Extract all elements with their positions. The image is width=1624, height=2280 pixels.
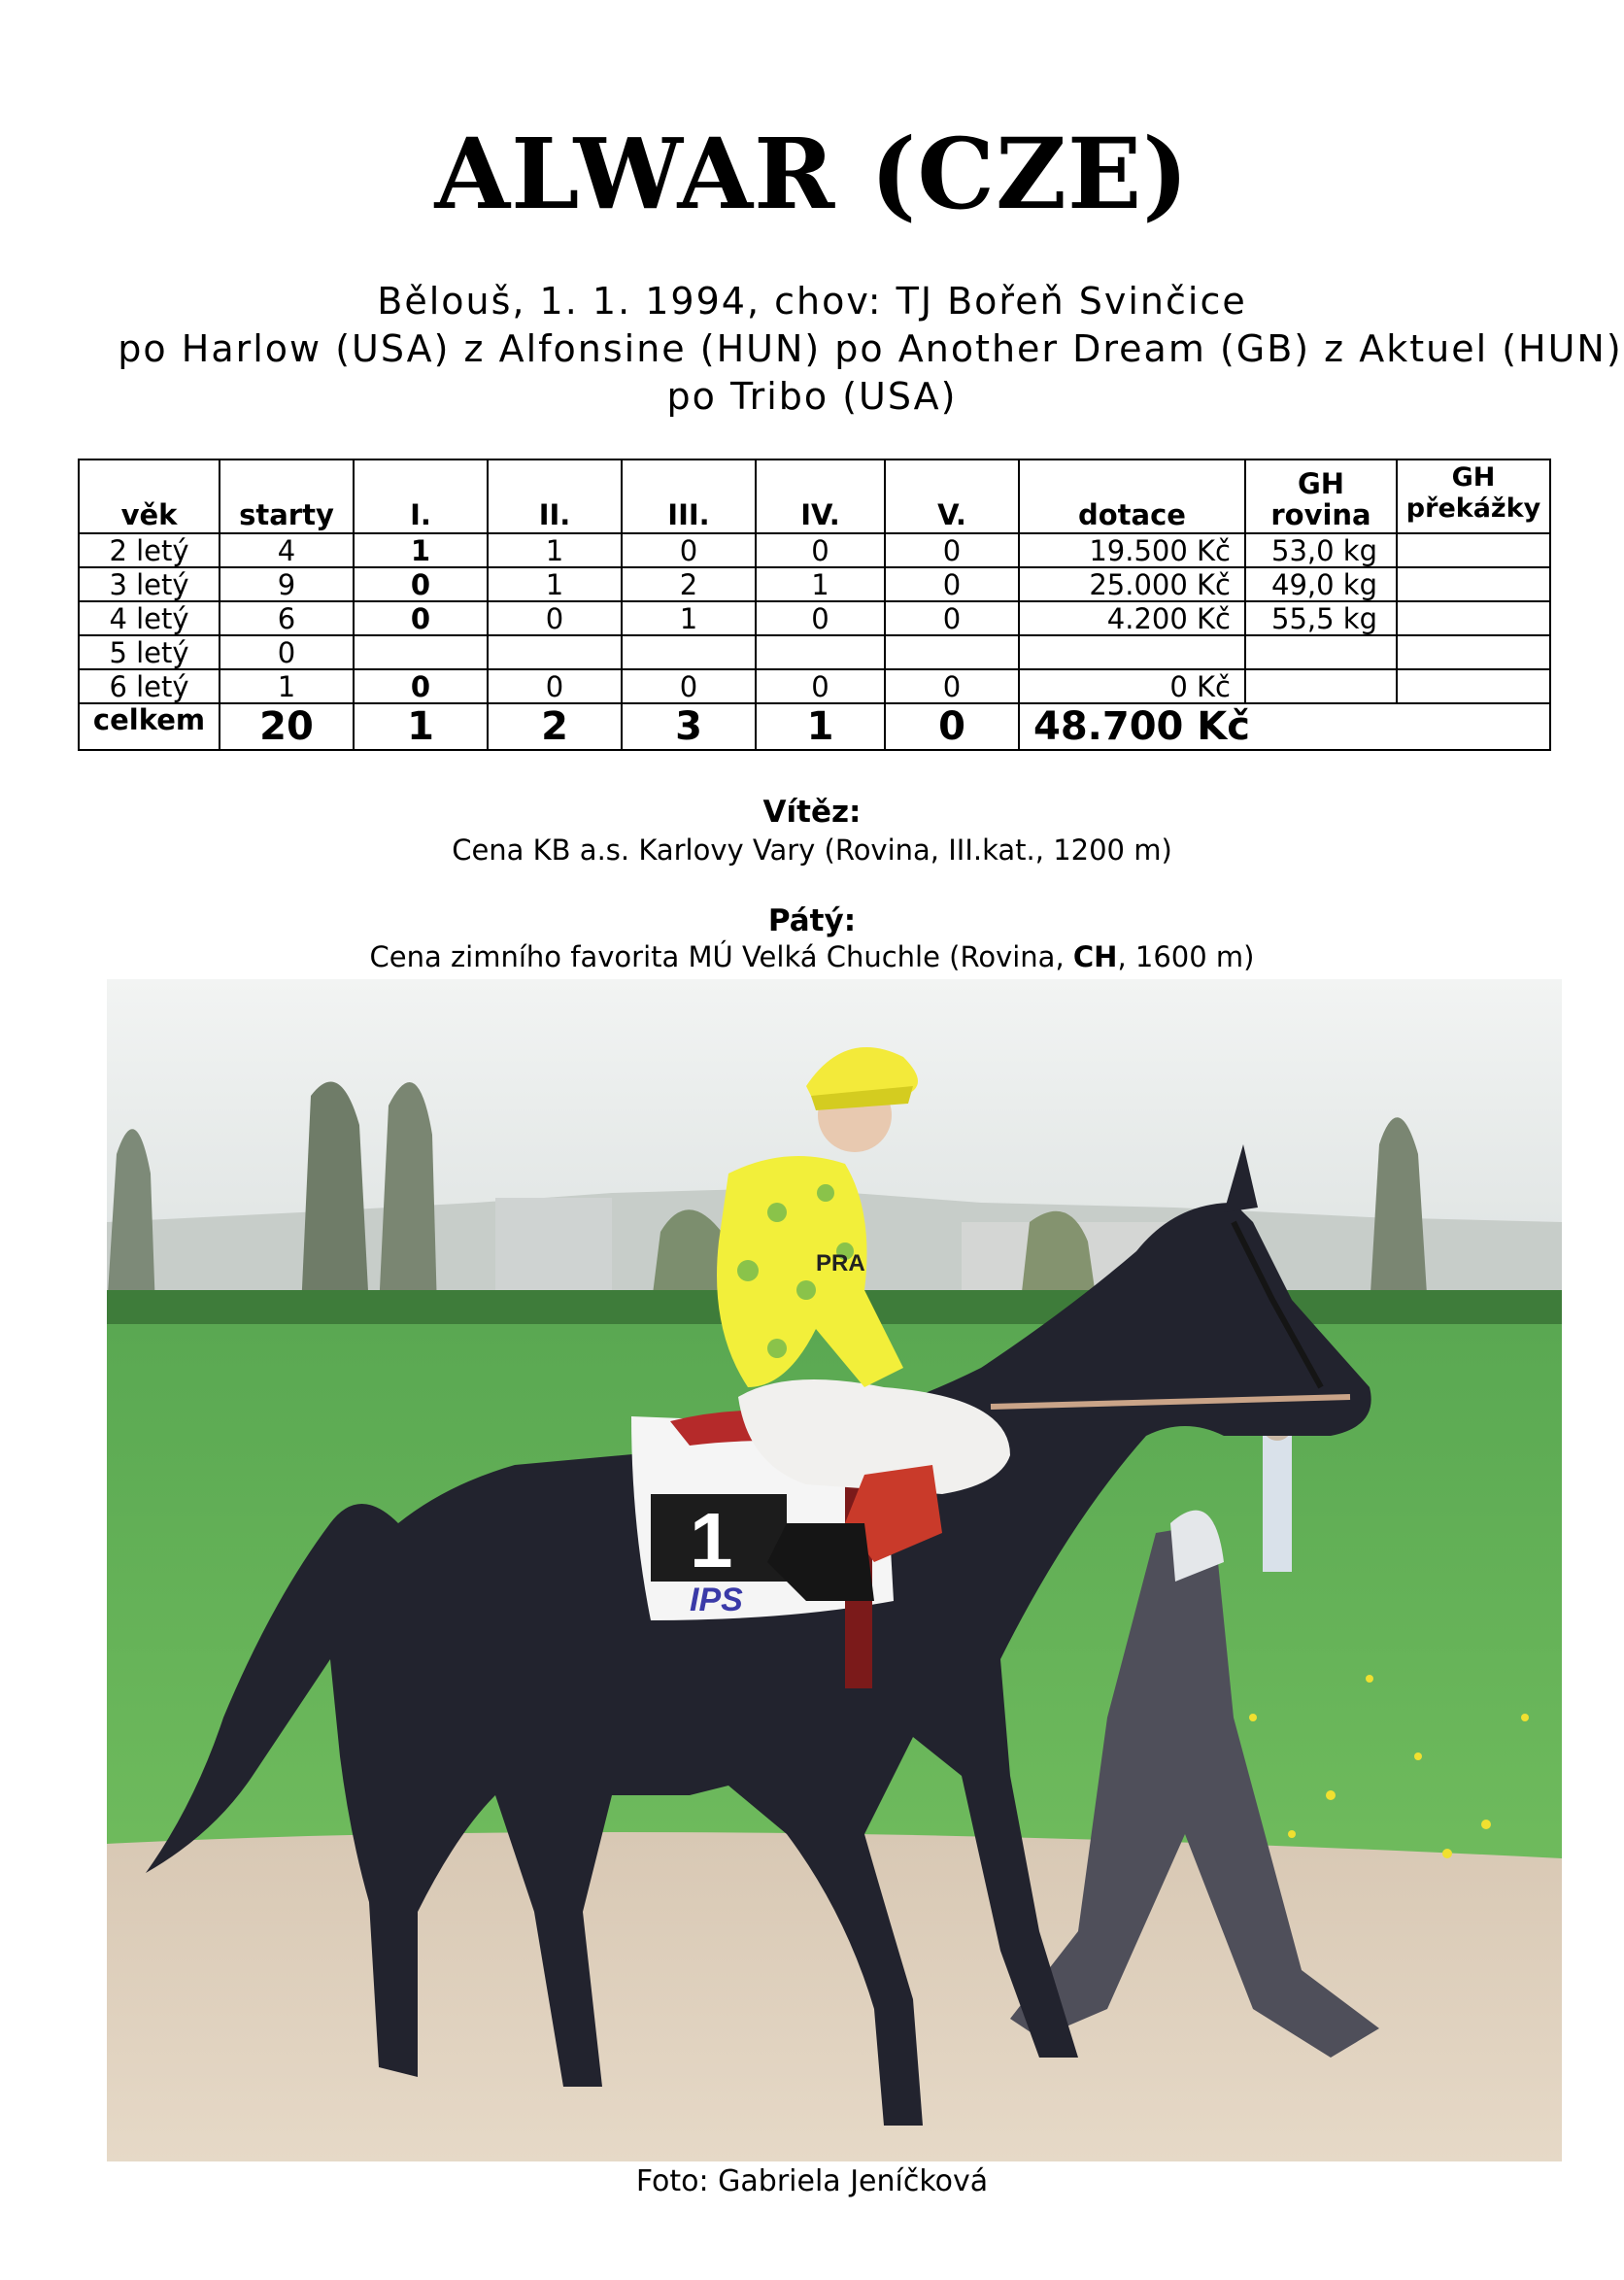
page-title: ALWAR (CZE) xyxy=(434,117,1190,231)
cell-gh-jump xyxy=(1397,601,1550,635)
cell-third xyxy=(622,635,756,669)
col-age: věk xyxy=(79,459,220,533)
col-first: I. xyxy=(354,459,488,533)
pedigree-line: po Harlow (USA) z Alfonsine (HUN) po Another Dream (GB) z Aktuel (HUN) xyxy=(118,327,1623,370)
total-second: 2 xyxy=(488,703,622,750)
cell-third: 2 xyxy=(622,567,756,601)
table-row xyxy=(79,669,1550,703)
cell-first: 0 xyxy=(354,601,488,635)
cell-starts: 4 xyxy=(220,533,354,567)
pedigree-line-continued: po Tribo (USA) xyxy=(666,375,958,418)
table-row xyxy=(79,601,1550,635)
total-first: 1 xyxy=(354,703,488,750)
col-gh-flat-line1: GH xyxy=(1297,467,1345,500)
fifth-race-category: CH xyxy=(1072,940,1118,973)
cell-age: 3 letý xyxy=(79,567,220,601)
winner-race: Cena KB a.s. Karlovy Vary (Rovina, III.kat., 1200 m) xyxy=(452,834,1172,867)
total-fifth: 0 xyxy=(885,703,1019,750)
cell-starts: 6 xyxy=(220,601,354,635)
cell-first: 0 xyxy=(354,669,488,703)
cell-starts: 1 xyxy=(220,669,354,703)
cell-prize: 4.200 Kč xyxy=(1019,601,1245,635)
cell-third: 1 xyxy=(622,601,756,635)
cell-prize xyxy=(1019,635,1245,669)
cell-fourth: 0 xyxy=(756,601,885,635)
col-fourth: IV. xyxy=(756,459,885,533)
cell-fourth: 1 xyxy=(756,567,885,601)
cell-first: 1 xyxy=(354,533,488,567)
horse-photo xyxy=(107,979,1562,2161)
cell-second xyxy=(488,635,622,669)
saddle-sponsor: IPS xyxy=(690,1582,743,1618)
table-row xyxy=(79,567,1550,601)
cell-age: 5 letý xyxy=(79,635,220,669)
col-prize: dotace xyxy=(1019,459,1245,533)
col-fifth: V. xyxy=(885,459,1019,533)
col-starts: starty xyxy=(220,459,354,533)
cell-prize: 19.500 Kč xyxy=(1019,533,1245,567)
col-gh-jump xyxy=(1397,459,1550,533)
col-gh-flat-line2: rovina xyxy=(1270,498,1371,531)
total-prize: 48.700 Kč xyxy=(1019,703,1550,750)
silks-sponsor-text: PRA xyxy=(816,1250,865,1276)
cell-age: 6 letý xyxy=(79,669,220,703)
cell-starts: 0 xyxy=(220,635,354,669)
table-row xyxy=(79,635,1550,669)
cell-gh-flat xyxy=(1245,669,1397,703)
col-second: II. xyxy=(488,459,622,533)
total-third: 3 xyxy=(622,703,756,750)
col-gh-flat xyxy=(1245,459,1397,533)
cell-first: 0 xyxy=(354,567,488,601)
cell-fifth: 0 xyxy=(885,533,1019,567)
cell-fifth: 0 xyxy=(885,669,1019,703)
cell-fourth: 0 xyxy=(756,533,885,567)
col-gh-jump-line1: GH xyxy=(1451,462,1496,493)
cell-second: 0 xyxy=(488,601,622,635)
winner-heading: Vítěz: xyxy=(762,795,862,830)
total-label: celkem xyxy=(79,703,220,750)
table-header-row xyxy=(79,459,1550,533)
col-third: III. xyxy=(622,459,756,533)
cell-fifth: 0 xyxy=(885,567,1019,601)
cell-gh-flat xyxy=(1245,635,1397,669)
cell-third: 0 xyxy=(622,533,756,567)
photo-credit: Foto: Gabriela Jeníčková xyxy=(635,2164,989,2198)
cell-fifth: 0 xyxy=(885,601,1019,635)
cell-fifth xyxy=(885,635,1019,669)
cell-age: 4 letý xyxy=(79,601,220,635)
cell-first xyxy=(354,635,488,669)
cell-gh-jump xyxy=(1397,669,1550,703)
cell-gh-flat: 55,5 kg xyxy=(1245,601,1397,635)
cell-gh-flat: 49,0 kg xyxy=(1245,567,1397,601)
cell-prize: 25.000 Kč xyxy=(1019,567,1245,601)
cell-gh-jump xyxy=(1397,533,1550,567)
cell-second: 0 xyxy=(488,669,622,703)
cell-second: 1 xyxy=(488,567,622,601)
fifth-race-text: Cena zimního favorita MÚ Velká Chuchle (Rovina, xyxy=(369,940,1073,973)
total-fourth: 1 xyxy=(756,703,885,750)
race-statistics-table xyxy=(78,459,1551,751)
cell-age: 2 letý xyxy=(79,533,220,567)
col-gh-jump-line2: překážky xyxy=(1405,493,1541,524)
fifth-place-heading: Pátý: xyxy=(767,903,857,938)
cell-third: 0 xyxy=(622,669,756,703)
saddle-number: 1 xyxy=(690,1497,733,1583)
cell-fourth: 0 xyxy=(756,669,885,703)
cell-gh-jump xyxy=(1397,635,1550,669)
cell-gh-jump xyxy=(1397,567,1550,601)
fifth-place-race xyxy=(0,940,1624,973)
cell-fourth xyxy=(756,635,885,669)
total-starts: 20 xyxy=(220,703,354,750)
table-total-row xyxy=(79,703,1550,750)
table-row xyxy=(79,533,1550,567)
cell-prize: 0 Kč xyxy=(1019,669,1245,703)
horse-info-line: Bělouš, 1. 1. 1994, chov: TJ Bořeň Svinčice xyxy=(377,280,1247,323)
cell-starts: 9 xyxy=(220,567,354,601)
cell-gh-flat: 53,0 kg xyxy=(1245,533,1397,567)
cell-second: 1 xyxy=(488,533,622,567)
fifth-race-text-end: , 1600 m) xyxy=(1117,940,1255,973)
